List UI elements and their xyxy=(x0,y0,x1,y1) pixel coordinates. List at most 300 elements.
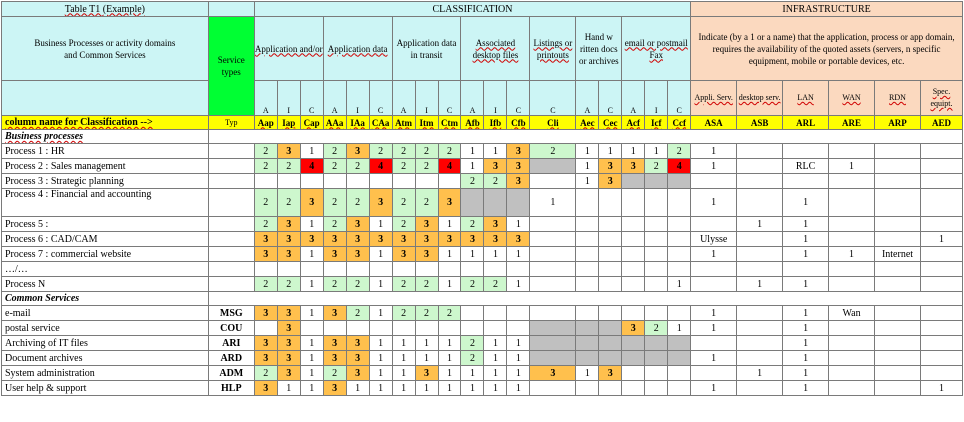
classification-cell xyxy=(346,321,369,336)
classification-cell: 1 xyxy=(507,247,530,262)
cia-letter: C xyxy=(599,81,622,116)
classification-code: Icf xyxy=(645,116,668,130)
infrastructure-cell: 1 xyxy=(920,381,962,396)
table-title: Table T1 (Example) xyxy=(2,2,209,17)
service-type: ARD xyxy=(208,351,254,366)
infrastructure-cell xyxy=(875,232,921,247)
classification-cell xyxy=(645,174,668,189)
classification-cell xyxy=(668,247,691,262)
infrastructure-cell: 1 xyxy=(783,277,829,292)
classification-cell xyxy=(622,189,645,217)
classification-cell: 1 xyxy=(484,351,507,366)
infra-col-header: WAN xyxy=(829,81,875,116)
classification-cell: 2 xyxy=(530,144,576,159)
classification-cell xyxy=(599,232,622,247)
classification-cell: 3 xyxy=(346,232,369,247)
classification-cell: 4 xyxy=(300,159,323,174)
classification-cell: 1 xyxy=(461,247,484,262)
infrastructure-cell xyxy=(737,159,783,174)
service-type xyxy=(208,144,254,159)
classification-cell: 2 xyxy=(254,366,277,381)
classification-cell: 3 xyxy=(277,247,300,262)
infrastructure-cell: 1 xyxy=(737,277,783,292)
classification-cell xyxy=(484,321,507,336)
classification-cell: 2 xyxy=(277,277,300,292)
infrastructure-cell xyxy=(737,232,783,247)
classification-cell: 3 xyxy=(254,351,277,366)
classification-cell xyxy=(438,174,461,189)
classification-code: Itm xyxy=(415,116,438,130)
classification-cell xyxy=(576,217,599,232)
classification-cell: 2 xyxy=(254,144,277,159)
infrastructure-cell: Internet xyxy=(875,247,921,262)
classification-cell: 1 xyxy=(484,144,507,159)
cia-letter: C xyxy=(668,81,691,116)
classification-cell: 1 xyxy=(668,277,691,292)
classification-cell: 1 xyxy=(369,277,392,292)
classification-cell: 4 xyxy=(668,159,691,174)
infrastructure-cell xyxy=(920,217,962,232)
classification-cell: 3 xyxy=(415,247,438,262)
infrastructure-cell xyxy=(920,159,962,174)
classification-cell: 3 xyxy=(415,217,438,232)
classification-cell xyxy=(576,189,599,217)
classification-cell: 3 xyxy=(323,336,346,351)
infrastructure-cell xyxy=(829,277,875,292)
classification-cell: 1 xyxy=(277,381,300,396)
classification-cell xyxy=(599,247,622,262)
classification-cell xyxy=(484,262,507,277)
classification-cell: 2 xyxy=(392,189,415,217)
infrastructure-cell xyxy=(920,366,962,381)
cia-letter: C xyxy=(369,81,392,116)
classification-cell: 2 xyxy=(323,159,346,174)
classification-cell: 2 xyxy=(461,217,484,232)
classification-cell xyxy=(438,262,461,277)
classification-cell xyxy=(530,217,576,232)
infrastructure-cell xyxy=(737,336,783,351)
infrastructure-cell xyxy=(829,174,875,189)
classification-cell xyxy=(645,277,668,292)
infra-code: ARL xyxy=(783,116,829,130)
classification-cell: 1 xyxy=(507,366,530,381)
classification-cell xyxy=(530,336,576,351)
classification-cell: 3 xyxy=(277,351,300,366)
classification-cell xyxy=(461,189,484,217)
infrastructure-cell xyxy=(920,351,962,366)
classification-cell xyxy=(576,232,599,247)
classification-cell: 2 xyxy=(461,351,484,366)
classification-cell: 2 xyxy=(254,217,277,232)
classification-cell: 1 xyxy=(300,306,323,321)
table-row xyxy=(2,351,963,366)
infrastructure-cell xyxy=(829,189,875,217)
infrastructure-cell xyxy=(691,217,737,232)
classification-cell: 1 xyxy=(461,144,484,159)
row-label: Process 5 : xyxy=(2,217,209,232)
classification-cell xyxy=(599,217,622,232)
service-type xyxy=(208,247,254,262)
classification-cell xyxy=(599,336,622,351)
cia-letter: C xyxy=(438,81,461,116)
classification-cell xyxy=(254,174,277,189)
infrastructure-cell: 1 xyxy=(783,366,829,381)
classification-cell: 1 xyxy=(576,174,599,189)
classification-cell xyxy=(645,217,668,232)
classification-code: Ctm xyxy=(438,116,461,130)
classification-cell xyxy=(645,351,668,366)
classification-cell xyxy=(254,262,277,277)
classification-cell xyxy=(622,174,645,189)
classification-cell: 1 xyxy=(300,336,323,351)
classification-cell: 3 xyxy=(507,159,530,174)
classification-cell xyxy=(645,306,668,321)
classification-cell xyxy=(668,336,691,351)
classification-cell xyxy=(622,306,645,321)
classification-code: Cli xyxy=(530,116,576,130)
classification-cell: 1 xyxy=(599,144,622,159)
infrastructure-cell xyxy=(875,321,921,336)
classification-cell xyxy=(507,262,530,277)
classification-cell: 2 xyxy=(323,366,346,381)
service-sub: Typ xyxy=(208,116,254,130)
classification-cell: 1 xyxy=(415,351,438,366)
infrastructure-cell xyxy=(783,262,829,277)
classification-cell: 2 xyxy=(484,277,507,292)
infrastructure-cell: Wan xyxy=(829,306,875,321)
classification-cell: 3 xyxy=(277,321,300,336)
infrastructure-cell: Ulysse xyxy=(691,232,737,247)
classification-cell: 2 xyxy=(323,277,346,292)
classification-cell: 3 xyxy=(254,381,277,396)
classification-cell xyxy=(622,232,645,247)
cia-letter: A xyxy=(323,81,346,116)
classification-cell xyxy=(346,174,369,189)
classification-cell: 2 xyxy=(392,217,415,232)
row-label: Process 3 : Strategic planning xyxy=(2,174,209,189)
infrastructure-cell: 1 xyxy=(691,381,737,396)
classification-cell: 3 xyxy=(323,351,346,366)
classification-cell xyxy=(415,262,438,277)
classification-cell xyxy=(622,351,645,366)
classification-cell: 3 xyxy=(254,247,277,262)
infrastructure-cell xyxy=(829,366,875,381)
infrastructure-cell xyxy=(875,336,921,351)
infra-col-header: Appli. Serv. xyxy=(691,81,737,116)
classification-cell xyxy=(645,381,668,396)
classification-code: AAa xyxy=(323,116,346,130)
cia-letter: I xyxy=(645,81,668,116)
classification-cell: 2 xyxy=(484,174,507,189)
classification-cell xyxy=(576,277,599,292)
classification-cell: 1 xyxy=(576,366,599,381)
classification-cell xyxy=(461,306,484,321)
classification-cell: 3 xyxy=(277,144,300,159)
infrastructure-cell xyxy=(875,159,921,174)
group-application: Application and/or xyxy=(254,17,323,81)
infrastructure-cell xyxy=(829,381,875,396)
infrastructure-cell xyxy=(920,321,962,336)
infrastructure-cell xyxy=(829,336,875,351)
classification-cell: 3 xyxy=(484,217,507,232)
infra-col-header: LAN xyxy=(783,81,829,116)
cia-letter: I xyxy=(346,81,369,116)
classification-cell: 3 xyxy=(369,189,392,217)
infrastructure-cell: 1 xyxy=(691,306,737,321)
classification-cell xyxy=(576,306,599,321)
classification-cell xyxy=(599,306,622,321)
classification-cell xyxy=(599,262,622,277)
table-row xyxy=(2,277,963,292)
classification-cell: 3 xyxy=(346,366,369,381)
classification-cell: 2 xyxy=(415,159,438,174)
classification-cell: 1 xyxy=(369,306,392,321)
classification-cell: 2 xyxy=(392,144,415,159)
infrastructure-cell xyxy=(875,262,921,277)
classification-cell: 1 xyxy=(507,277,530,292)
classification-cell xyxy=(323,262,346,277)
classification-cell: 3 xyxy=(507,174,530,189)
classification-cell xyxy=(576,321,599,336)
classification-cell: 3 xyxy=(507,232,530,247)
classification-cell: 3 xyxy=(277,217,300,232)
classification-cell: 1 xyxy=(484,381,507,396)
classification-cell: 1 xyxy=(438,351,461,366)
classification-cell xyxy=(484,306,507,321)
classification-cell xyxy=(645,336,668,351)
cia-letter: I xyxy=(415,81,438,116)
classification-cell: 3 xyxy=(323,232,346,247)
classification-cell xyxy=(599,277,622,292)
classification-cell xyxy=(668,232,691,247)
table-row xyxy=(2,262,963,277)
classification-cell xyxy=(369,321,392,336)
cia-letter: A xyxy=(461,81,484,116)
classification-cell: 1 xyxy=(438,217,461,232)
classification-cell xyxy=(392,321,415,336)
classification-cell xyxy=(392,262,415,277)
cia-letter: C xyxy=(507,81,530,116)
infrastructure-cell xyxy=(691,277,737,292)
classification-cell xyxy=(668,306,691,321)
classification-cell: 2 xyxy=(645,159,668,174)
classification-code: Atm xyxy=(392,116,415,130)
infrastructure-cell: 1 xyxy=(783,321,829,336)
classification-table xyxy=(1,1,963,396)
classification-cell: 1 xyxy=(369,351,392,366)
classification-cell xyxy=(507,189,530,217)
classification-cell: 3 xyxy=(622,159,645,174)
classification-cell: 1 xyxy=(645,144,668,159)
classification-cell xyxy=(622,366,645,381)
classification-cell xyxy=(622,247,645,262)
classification-cell: 1 xyxy=(438,381,461,396)
infrastructure-cell: 1 xyxy=(691,144,737,159)
classification-cell: 1 xyxy=(438,247,461,262)
classification-code: Acf xyxy=(622,116,645,130)
classification-cell: 1 xyxy=(300,217,323,232)
infrastructure-heading: INFRASTRUCTURE xyxy=(691,2,963,17)
table-row xyxy=(2,174,963,189)
classification-code: Cfb xyxy=(507,116,530,130)
classification-cell: 1 xyxy=(300,144,323,159)
classification-cell: 3 xyxy=(277,232,300,247)
classification-cell xyxy=(622,262,645,277)
classification-code: Aap xyxy=(254,116,277,130)
classification-cell: 3 xyxy=(277,336,300,351)
classification-cell xyxy=(530,277,576,292)
infrastructure-cell xyxy=(875,189,921,217)
classification-cell: 3 xyxy=(323,247,346,262)
infrastructure-cell xyxy=(829,144,875,159)
classification-cell xyxy=(323,174,346,189)
classification-cell: 1 xyxy=(507,217,530,232)
infrastructure-cell xyxy=(829,351,875,366)
classification-code: Ccf xyxy=(668,116,691,130)
classification-cell: 3 xyxy=(507,144,530,159)
classification-cell xyxy=(576,336,599,351)
infra-code: AED xyxy=(920,116,962,130)
infrastructure-cell: 1 xyxy=(783,189,829,217)
classification-cell xyxy=(576,247,599,262)
classification-cell: 4 xyxy=(438,159,461,174)
classification-cell: 3 xyxy=(346,217,369,232)
row-description: Business Processes or activity domains and Common Services xyxy=(2,17,209,81)
row-label: postal service xyxy=(2,321,209,336)
infrastructure-cell: 1 xyxy=(783,381,829,396)
row-label: Process 6 : CAD/CAM xyxy=(2,232,209,247)
classification-cell: 2 xyxy=(346,159,369,174)
classification-code: Ifb xyxy=(484,116,507,130)
classification-cell: 3 xyxy=(300,189,323,217)
infrastructure-cell: 1 xyxy=(920,232,962,247)
infrastructure-cell xyxy=(920,262,962,277)
classification-cell xyxy=(576,351,599,366)
infrastructure-cell xyxy=(920,336,962,351)
group-listings: Listings or printouts xyxy=(530,17,576,81)
classification-cell: 2 xyxy=(323,144,346,159)
classification-cell: 2 xyxy=(346,306,369,321)
infrastructure-cell xyxy=(875,366,921,381)
classification-cell: 1 xyxy=(369,381,392,396)
classification-cell: 3 xyxy=(415,366,438,381)
infrastructure-cell xyxy=(829,321,875,336)
classification-cell xyxy=(346,262,369,277)
classification-cell: 2 xyxy=(254,159,277,174)
infrastructure-cell: 1 xyxy=(783,336,829,351)
classification-cell: 2 xyxy=(415,144,438,159)
infrastructure-cell xyxy=(737,144,783,159)
classification-cell: 3 xyxy=(415,232,438,247)
classification-cell xyxy=(668,351,691,366)
group-email-fax: email or postmail Fax xyxy=(622,17,691,81)
service-type xyxy=(208,189,254,217)
classification-cell xyxy=(668,381,691,396)
infrastructure-cell xyxy=(737,174,783,189)
table-row xyxy=(2,336,963,351)
classification-cell: 1 xyxy=(300,247,323,262)
classification-cell: 2 xyxy=(254,277,277,292)
classification-cell xyxy=(300,174,323,189)
classification-cell xyxy=(530,351,576,366)
cia-letter: I xyxy=(277,81,300,116)
classification-cell: 3 xyxy=(346,351,369,366)
row-label: …/… xyxy=(2,262,209,277)
row-label: Process 1 : HR xyxy=(2,144,209,159)
classification-cell: 1 xyxy=(484,336,507,351)
classification-code: Aec xyxy=(576,116,599,130)
classification-cell xyxy=(438,321,461,336)
classification-cell xyxy=(599,351,622,366)
classification-cell xyxy=(369,174,392,189)
infrastructure-cell xyxy=(829,217,875,232)
classification-code: Iap xyxy=(277,116,300,130)
row-label: User help & support xyxy=(2,381,209,396)
infrastructure-cell xyxy=(920,306,962,321)
classification-cell: 2 xyxy=(668,144,691,159)
classification-cell xyxy=(415,321,438,336)
classification-cell: 1 xyxy=(507,351,530,366)
classification-cell xyxy=(461,321,484,336)
table-row xyxy=(2,321,963,336)
infrastructure-cell xyxy=(920,247,962,262)
infrastructure-cell xyxy=(691,262,737,277)
classification-cell: 3 xyxy=(484,232,507,247)
classification-cell xyxy=(323,321,346,336)
cia-letter: A xyxy=(622,81,645,116)
infrastructure-cell xyxy=(737,381,783,396)
classification-cell: 2 xyxy=(392,277,415,292)
table-row xyxy=(2,381,963,396)
classification-cell: 3 xyxy=(392,232,415,247)
infrastructure-cell: 1 xyxy=(691,351,737,366)
classification-cell xyxy=(668,174,691,189)
classification-cell: 1 xyxy=(369,217,392,232)
group-desktop-files: Associated desktop files xyxy=(461,17,530,81)
classification-cell: 1 xyxy=(369,247,392,262)
classification-cell xyxy=(622,217,645,232)
classification-cell: 1 xyxy=(392,351,415,366)
classification-cell xyxy=(461,262,484,277)
row-label: System administration xyxy=(2,366,209,381)
classification-cell xyxy=(530,321,576,336)
infrastructure-cell xyxy=(691,366,737,381)
classification-code: IAa xyxy=(346,116,369,130)
classification-cell: 2 xyxy=(392,306,415,321)
classification-cell: 2 xyxy=(461,174,484,189)
service-type xyxy=(208,277,254,292)
classification-cell: 1 xyxy=(576,144,599,159)
classification-cell xyxy=(484,189,507,217)
infrastructure-cell xyxy=(829,262,875,277)
classification-cell: 1 xyxy=(668,321,691,336)
classification-code: Cap xyxy=(300,116,323,130)
infrastructure-cell xyxy=(920,174,962,189)
service-type: HLP xyxy=(208,381,254,396)
infrastructure-cell xyxy=(875,306,921,321)
classification-cell xyxy=(645,366,668,381)
classification-cell: 3 xyxy=(323,381,346,396)
classification-cell: 2 xyxy=(438,144,461,159)
classification-cell xyxy=(277,262,300,277)
classification-cell xyxy=(668,217,691,232)
classification-code: CAa xyxy=(369,116,392,130)
cia-letter: A xyxy=(254,81,277,116)
infra-col-header: Spec. equipt. xyxy=(920,81,962,116)
row-label: Process 4 : Financial and accounting xyxy=(2,189,209,217)
infrastructure-cell xyxy=(875,174,921,189)
classification-cell: 3 xyxy=(369,232,392,247)
